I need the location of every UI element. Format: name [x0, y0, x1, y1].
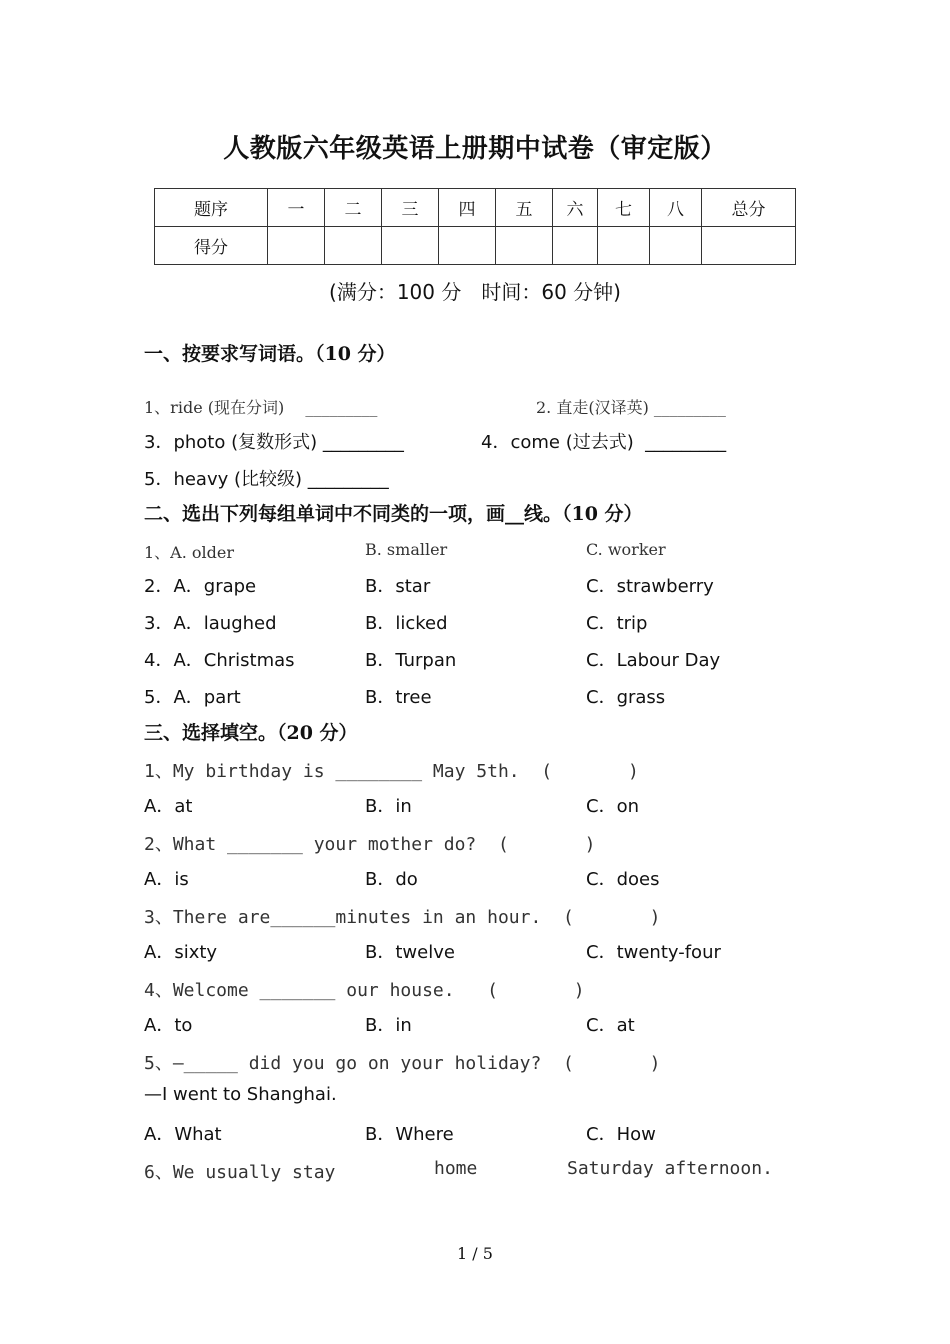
section1-q2: 2. 直走(汉译英) _________ [536, 398, 726, 417]
question-stem: 1、My birthday is ________ May 5th. ( ) [144, 761, 639, 782]
section2-option-a: 3．A．laughed [144, 613, 277, 634]
score-cell[interactable] [598, 227, 650, 265]
section2-option-a: 5．A．part [144, 687, 241, 708]
score-header-cell: 一 [268, 189, 325, 227]
section2-option-b: B．star [365, 576, 431, 597]
option-c: C．How [586, 1124, 656, 1145]
section2-option-c: C. worker [586, 540, 666, 559]
page-title: 人教版六年级英语上册期中试卷（审定版） [223, 134, 727, 164]
score-cell[interactable] [553, 227, 598, 265]
option-b: B．Where [365, 1124, 454, 1145]
option-b: B．do [365, 869, 418, 890]
score-row-label: 得分 [155, 227, 268, 265]
question-stem: 5、—_____ did you go on your holiday? ( ) [144, 1053, 661, 1074]
option-c: C．at [586, 1015, 635, 1036]
score-header-cell: 八 [650, 189, 702, 227]
section2-option-b: B．licked [365, 613, 448, 634]
section1-heading: 一、按要求写词语。（10 分） [144, 343, 396, 365]
question-stem: 2、What _______ your mother do? ( ) [144, 834, 596, 855]
score-table [154, 188, 796, 265]
option-b: B．in [365, 796, 412, 817]
question-stem: 4、Welcome _______ our house. ( ) [144, 980, 585, 1001]
score-cell[interactable] [496, 227, 553, 265]
option-a: A．is [144, 869, 189, 890]
section2-option-c: C．strawberry [586, 576, 714, 597]
option-c: C．on [586, 796, 639, 817]
score-header-cell: 题序 [155, 189, 268, 227]
option-c: C．does [586, 869, 660, 890]
section1-q4: 4．come (过去式) _________ [481, 432, 727, 453]
section2-option-b: B. smaller [365, 540, 448, 559]
option-a: A．at [144, 796, 193, 817]
score-table-header-row [155, 189, 796, 227]
question-stem-word: home [434, 1158, 478, 1179]
section2-option-b: B．tree [365, 687, 432, 708]
section2-heading: 二、选出下列每组单词中不同类的一项，画__线。（10 分） [144, 503, 643, 525]
section1-q3: 3．photo (复数形式) _________ [144, 432, 404, 453]
page-number: 1 / 5 [457, 1244, 493, 1263]
section2-option-b: B．Turpan [365, 650, 457, 671]
section2-option-a: 4．A．Christmas [144, 650, 295, 671]
option-b: B．in [365, 1015, 412, 1036]
option-c: C．twenty-four [586, 942, 721, 963]
score-cell[interactable] [650, 227, 702, 265]
score-table-score-row [155, 227, 796, 265]
section2-option-a: 2．A．grape [144, 576, 257, 597]
section1-q1: 1、ride (现在分词) _________ [144, 398, 378, 417]
score-cell[interactable] [325, 227, 382, 265]
score-cell[interactable] [382, 227, 439, 265]
question-stem-word: Saturday afternoon. [567, 1158, 773, 1179]
score-header-cell: 七 [598, 189, 650, 227]
score-header-cell: 四 [439, 189, 496, 227]
exam-info: (满分：100 分 时间：60 分钟) [329, 280, 621, 304]
score-cell[interactable] [439, 227, 496, 265]
score-header-cell: 六 [553, 189, 598, 227]
section1-q5: 5．heavy (比较级) _________ [144, 469, 389, 490]
dialogue-reply: —I went to Shanghai. [144, 1084, 337, 1105]
option-a: A．sixty [144, 942, 218, 963]
section2-option-c: C．grass [586, 687, 666, 708]
section2-option-c: C．Labour Day [586, 650, 721, 671]
question-stem: 6、We usually stay [144, 1162, 336, 1183]
question-stem: 3、There are______minutes in an hour. ( ) [144, 907, 661, 928]
score-cell[interactable] [268, 227, 325, 265]
score-header-cell: 五 [496, 189, 553, 227]
section2-option-c: C．trip [586, 613, 648, 634]
section3-heading: 三、选择填空。（20 分） [144, 722, 358, 744]
option-a: A．to [144, 1015, 193, 1036]
score-header-cell: 二 [325, 189, 382, 227]
option-b: B．twelve [365, 942, 455, 963]
section2-option-a: 1、A. older [144, 543, 235, 562]
score-header-cell: 总分 [702, 189, 796, 227]
option-a: A．What [144, 1124, 222, 1145]
score-header-cell: 三 [382, 189, 439, 227]
score-cell[interactable] [702, 227, 796, 265]
